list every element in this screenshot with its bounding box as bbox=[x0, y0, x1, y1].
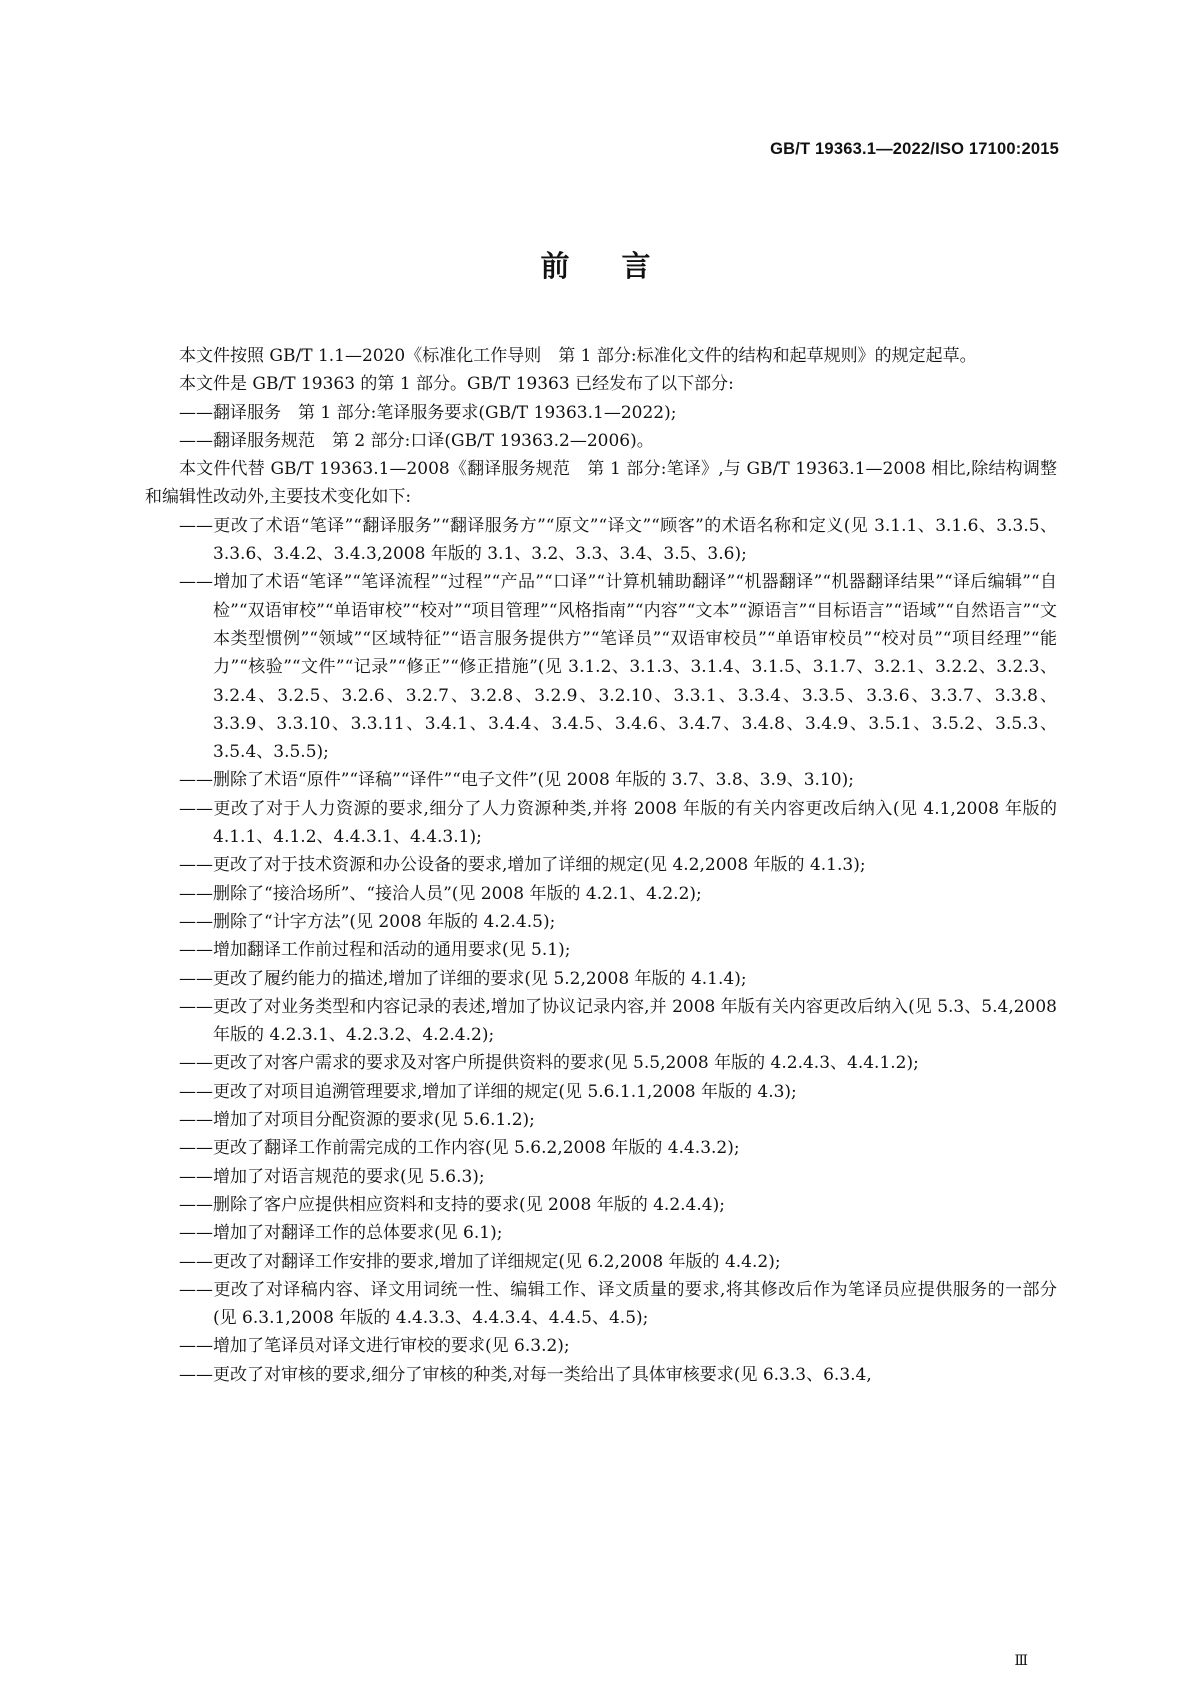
list-item-change: ——更改了术语“笔译”“翻译服务”“翻译服务方”“原文”“译文”“顾客”的术语名称和定义(见 3.1.1、3.1.6、3.3.5、3.3.6、3.4.2、3.4.3,2008 年版的 3.1、3.2、3.3、3.4、3.5、3.6); bbox=[179, 515, 1057, 565]
list-item-change: ——删除了“接洽场所”、“接洽人员”(见 2008 年版的 4.2.1、4.2.2); bbox=[179, 883, 702, 904]
list-item-change: ——增加了对语言规范的要求(见 5.6.3); bbox=[179, 1166, 485, 1187]
list-item-change: ——更改了对客户需求的要求及对客户所提供资料的要求(见 5.5,2008 年版的 4.2.4.3、4.4.1.2); bbox=[179, 1053, 919, 1074]
list-item-part: ——翻译服务规范 第 2 部分:口译(GB/T 19363.2—2006)。 bbox=[179, 430, 654, 451]
page-number: Ⅲ bbox=[1014, 1653, 1028, 1669]
list-item-change: ——更改了对审核的要求,细分了审核的种类,对每一类给出了具体审核要求(见 6.3.3、6.3.4, bbox=[179, 1364, 872, 1385]
list-item-change: ——增加了对项目分配资源的要求(见 5.6.1.2); bbox=[179, 1110, 535, 1131]
list-item-change: ——更改了对业务类型和内容记录的表述,增加了协议记录内容,并 2008 年版有关内容更改后纳入(见 5.3、5.4,2008 年版的 4.2.3.1、4.2.3.2、4.2.4.2); bbox=[179, 996, 1057, 1046]
list-item-change: ——增加了术语“笔译”“笔译流程”“过程”“产品”“口译”“计算机辅助翻译”“机器翻译”“机器翻译结果”“译后编辑”“自检”“双语审校”“单语审校”“校对”“项目管理”“风格指南”“内容”“文本”“源语言”“目标语言”“语域”“自然语言”“文本类型惯例”“领域”“区域特征”“语言服务提供方”“笔译员”“双语审校员”“单语审校员”“校对员”“项目经理”“能力”“核验”“文件”“记录”“修正”“修正措施”(见 3.1.2、3.1.3、3.1.4、3.1.5、3.1.7、3.2.1、3.2.2、3.2.3、3.2.4、3.2.5、3.2.6、3.2.7、3.2.8、3.2.9、3.2.10、3.3.1、3.3.4、3.3.5、3.3.6、3.3.7、3.3.8、3.3.9、3.3.10、3.3.11、3.4.1、3.4.4、3.4.5、3.4.6、3.4.7、3.4.8、3.4.9、3.5.1、3.5.2、3.5.3、3.5.4、3.5.5); bbox=[179, 572, 1057, 763]
list-item-change: ——更改了履约能力的描述,增加了详细的要求(见 5.2,2008 年版的 4.1.4); bbox=[179, 968, 747, 989]
standard-number: GB/T 19363.1—2022/ISO 17100:2015 bbox=[770, 140, 1059, 158]
list-item-change: ——更改了翻译工作前需完成的工作内容(见 5.6.2,2008 年版的 4.4.3.2); bbox=[179, 1138, 740, 1159]
list-item-change: ——增加翻译工作前过程和活动的通用要求(见 5.1); bbox=[179, 940, 571, 961]
page-title: 前言 bbox=[540, 249, 703, 283]
list-item-part: ——翻译服务 第 1 部分:笔译服务要求(GB/T 19363.1—2022); bbox=[179, 402, 677, 423]
list-item-change: ——更改了对于人力资源的要求,细分了人力资源种类,并将 2008 年版的有关内容更改后纳入(见 4.1,2008 年版的 4.1.1、4.1.2、4.4.3.1、4.4.3.1); bbox=[179, 798, 1057, 848]
list-item-change: ——更改了对于技术资源和办公设备的要求,增加了详细的规定(见 4.2,2008 年版的 4.1.3); bbox=[179, 855, 866, 876]
list-item-change: ——更改了对译稿内容、译文用词统一性、编辑工作、译文质量的要求,将其修改后作为笔译员应提供服务的一部分(见 6.3.1,2008 年版的 4.4.3.3、4.4.3.4、4.4.5、4.5); bbox=[179, 1279, 1057, 1329]
list-item-change: ——更改了对项目追溯管理要求,增加了详细的规定(见 5.6.1.1,2008 年版的 4.3); bbox=[179, 1081, 797, 1102]
list-item-change: ——增加了笔译员对译文进行审校的要求(见 6.3.2); bbox=[179, 1336, 570, 1357]
foreword-body bbox=[145, 342, 1057, 1389]
paragraph-series-parts: 本文件是 GB/T 19363 的第 1 部分。GB/T 19363 已经发布了以下部分: bbox=[179, 374, 734, 395]
list-item-change: ——更改了对翻译工作安排的要求,增加了详细规定(见 6.2,2008 年版的 4.4.2); bbox=[179, 1251, 781, 1272]
paragraph-replacement: 本文件代替 GB/T 19363.1—2008《翻译服务规范 第 1 部分:笔译》,与 GB/T 19363.1—2008 相比,除结构调整和编辑性改动外,主要技术变化如下: bbox=[145, 459, 1057, 508]
list-item-change: ——删除了“计字方法”(见 2008 年版的 4.2.4.5); bbox=[179, 911, 556, 932]
list-item-change: ——删除了客户应提供相应资料和支持的要求(见 2008 年版的 4.2.4.4); bbox=[179, 1194, 725, 1215]
list-item-change: ——增加了对翻译工作的总体要求(见 6.1); bbox=[179, 1223, 503, 1244]
list-item-change: ——删除了术语“原件”“译稿”“译件”“电子文件”(见 2008 年版的 3.7、3.8、3.9、3.10); bbox=[179, 770, 854, 791]
paragraph-drafting-basis: 本文件按照 GB/T 1.1—2020《标准化工作导则 第 1 部分:标准化文件的结构和起草规则》的规定起草。 bbox=[179, 346, 977, 366]
